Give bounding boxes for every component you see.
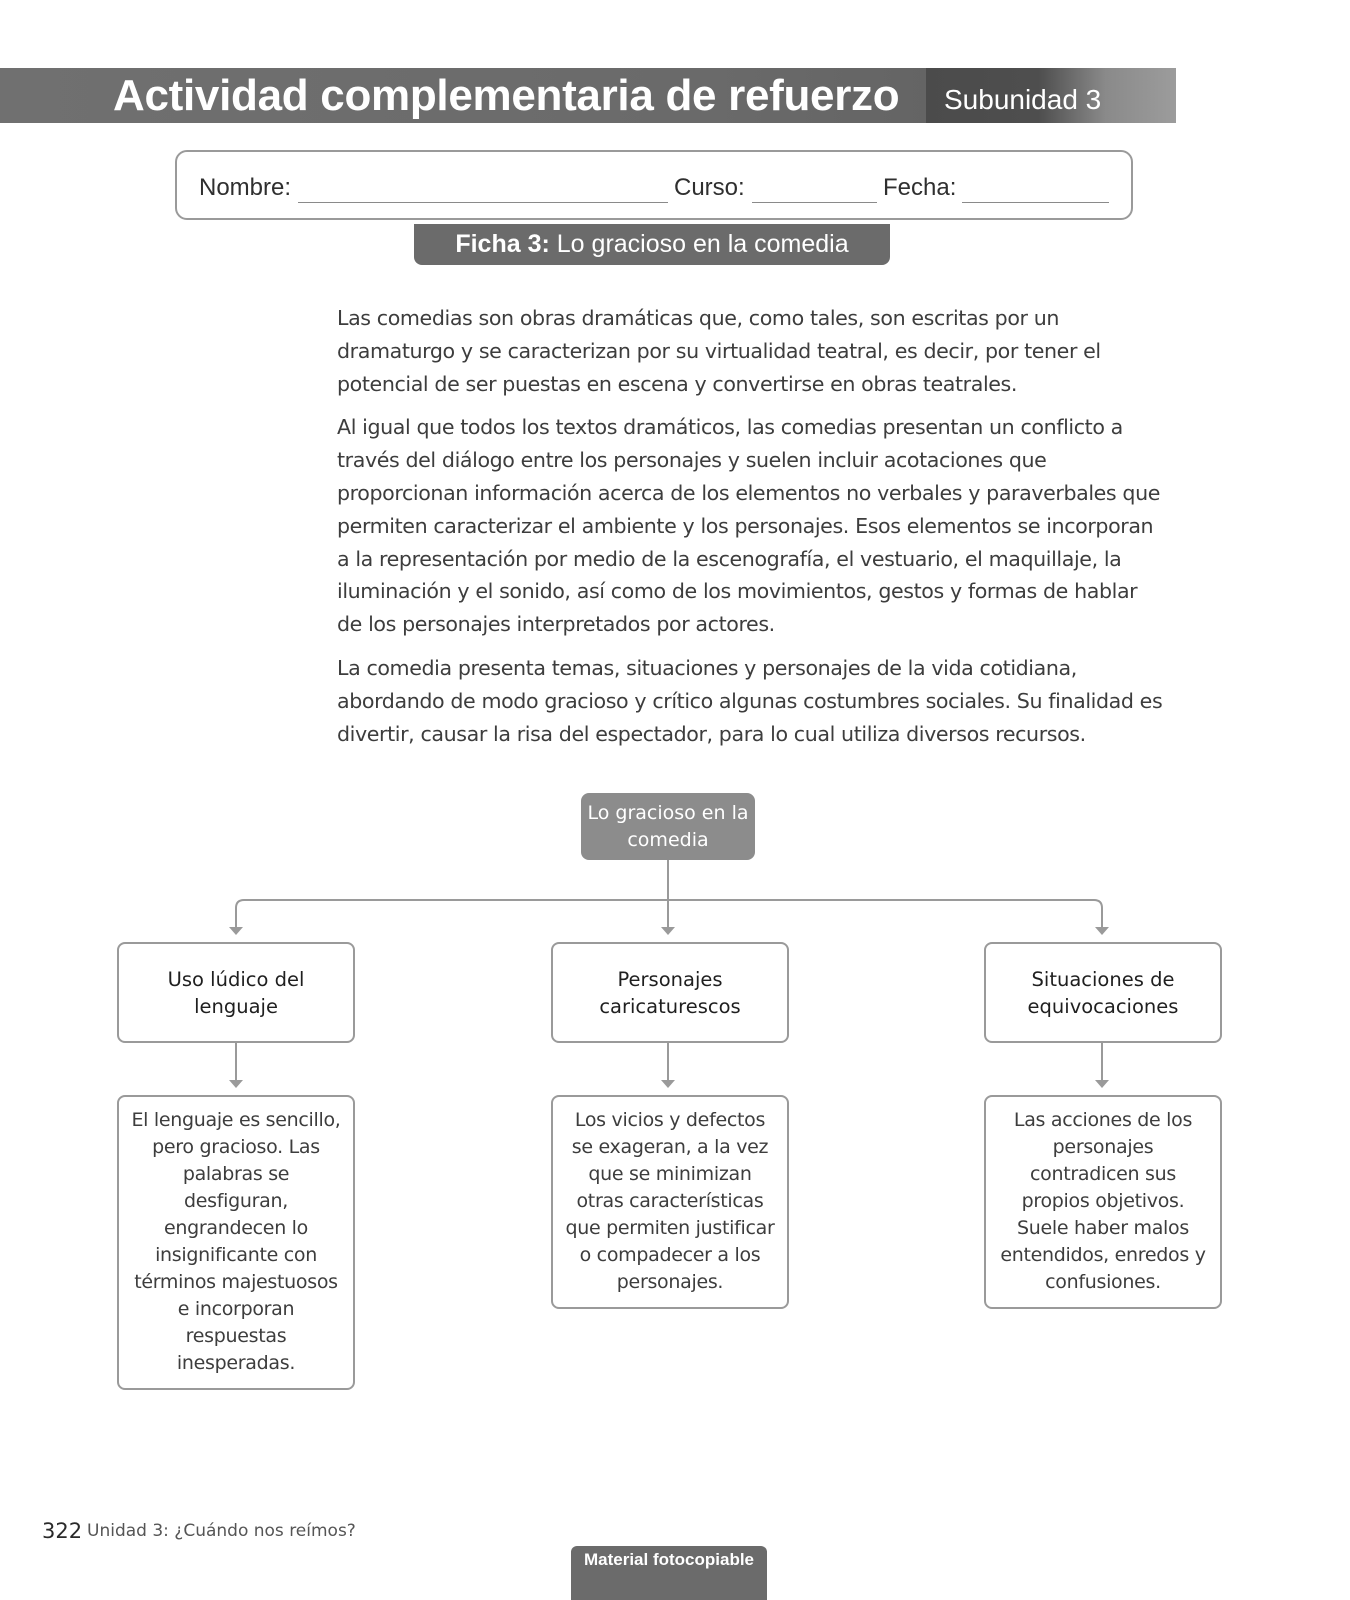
worksheet-title: Lo gracioso en la comedia (556, 230, 849, 258)
photocopiable-badge: Material fotocopiable (571, 1546, 767, 1600)
branch-title-box: Situaciones de equivocaciones (984, 942, 1222, 1043)
footer-unit-label: Unidad 3: (87, 1521, 169, 1541)
diagram-root-node: Lo gracioso en la comedia (581, 793, 755, 860)
branch-title-box: Uso lúdico del lenguaje (117, 942, 355, 1043)
subunit-label: Subunidad 3 (944, 84, 1102, 115)
branch-description-box: Los vicios y defectos se exageran, a la vez que se minimizan otras características que permiten justificar o compadecer a los personajes. (551, 1095, 789, 1309)
course-label: Curso: (674, 174, 745, 201)
worksheet-label: Ficha 3: (455, 230, 550, 258)
footer-unit-title: ¿Cuándo nos reímos? (174, 1521, 356, 1541)
date-label: Fecha: (883, 174, 957, 201)
page-number: 322 (42, 1519, 83, 1543)
page-title: Actividad complementaria de refuerzo (113, 71, 900, 120)
arrow-down-icon (1095, 1080, 1109, 1088)
arrow-down-icon (661, 927, 675, 935)
name-label: Nombre: (199, 174, 292, 201)
arrow-down-icon (229, 1080, 243, 1088)
arrow-down-icon (1095, 927, 1109, 935)
paragraph: Las comedias son obras dramáticas que, como tales, son escritas por un dramaturgo y se caracterizan por su virtualidad teatral, es decir, por tener el potencial de ser puestas en escena y convertirse en obras teatrales. (337, 306, 1101, 396)
footer-unit (87, 1521, 356, 1541)
paragraph: La comedia presenta temas, situaciones y personajes de la vida cotidiana, abordando de modo gracioso y crítico algunas costumbres sociales. Su finalidad es divertir, causar la risa del espectador, para lo cual utiliza diversos recursos. (337, 655, 1163, 746)
branch-description-box: Las acciones de los personajes contradicen sus propios objetivos. Suele haber malos entendidos, enredos y confusiones. (984, 1095, 1222, 1309)
paragraph: Al igual que todos los textos dramáticos, las comedias presentan un conflicto a través del diálogo entre los personajes y suelen incluir acotaciones que proporcionan información acerca de los elementos no verbales y paraverbales que permiten caracterizar el ambiente y los personajes. Esos elementos se incorporan a la representación por medio de la escenografía, el vestuario, el maquillaje, la iluminación y el sonido, así como de los movimientos, gestos y formas de hablar de los personajes interpretados por actores. (337, 415, 1161, 637)
arrow-down-icon (229, 927, 243, 935)
branch-title-box: Personajes caricaturescos (551, 942, 789, 1043)
arrow-down-icon (661, 1080, 675, 1088)
branch-description-box: El lenguaje es sencillo, pero gracioso. Las palabras se desfiguran, engrandecen lo insignificante con términos majestuosos e incorporan respuestas inesperadas. (117, 1095, 355, 1390)
